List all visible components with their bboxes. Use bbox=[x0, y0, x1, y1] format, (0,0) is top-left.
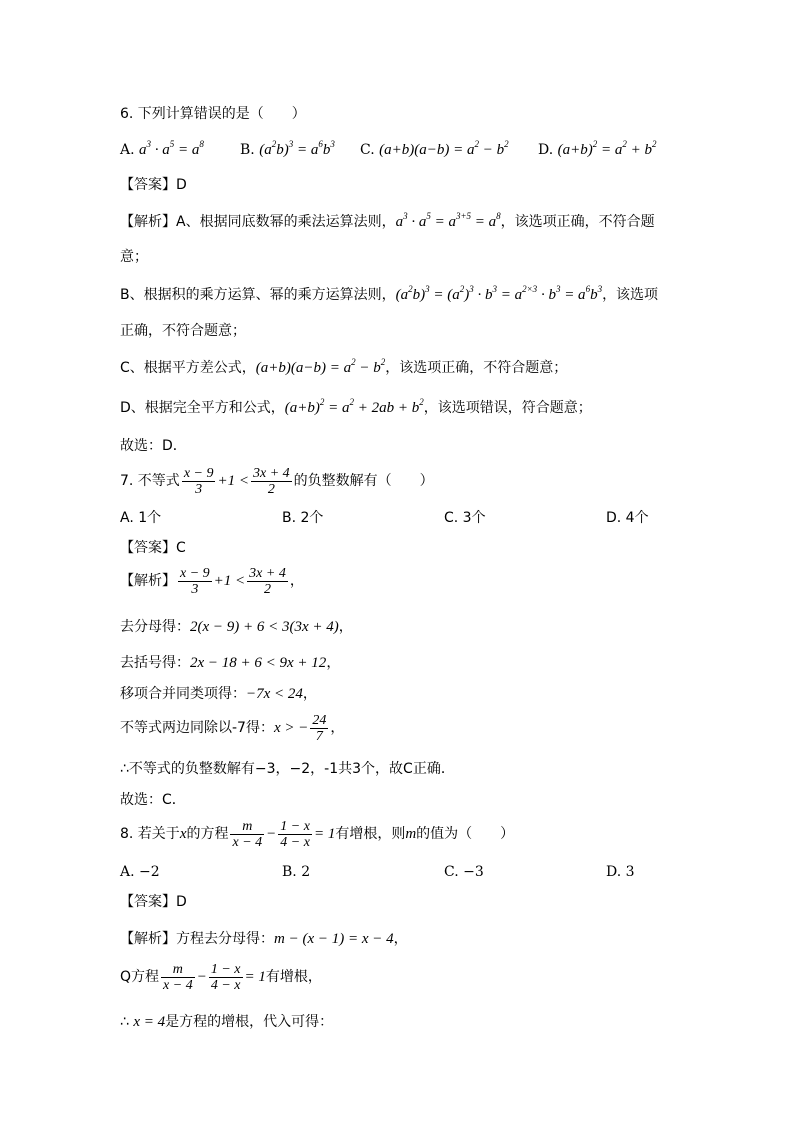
stem-text: 7. 不等式 bbox=[120, 473, 180, 489]
q7-option-b: B. 2个 bbox=[282, 510, 324, 526]
analysis-text: ， bbox=[393, 931, 408, 947]
q7-conclusion: ∴不等式的负整数解有−3，−2，-1共3个，故C正确． bbox=[120, 761, 455, 777]
analysis-text: ，该选项错误，符合题意； bbox=[423, 400, 592, 416]
analysis-text: ，该选项正确，不符合题 bbox=[500, 214, 655, 230]
q7-analysis-head bbox=[120, 564, 304, 598]
fraction: $\frac{3x + 4}{2}$ bbox=[252, 465, 290, 497]
q8-option-b: B. 2 bbox=[282, 864, 311, 880]
analysis-text: ， bbox=[289, 573, 304, 589]
analysis-math: $(a+b)(a-b) = a^2 - b^2$ bbox=[255, 357, 386, 376]
analysis-math: +1 < bbox=[213, 573, 246, 589]
step-text: 移项合并同类项得： bbox=[120, 686, 246, 702]
analysis-math: x = 4 bbox=[133, 1014, 166, 1030]
stem-math: − bbox=[266, 826, 277, 842]
analysis-math: $(a+b)^2 = a^2 + 2ab + b^2$ bbox=[284, 397, 424, 416]
option-label: A. bbox=[120, 142, 135, 158]
q6-stem: 6. 下列计算错误的是（ ） bbox=[120, 106, 306, 122]
q6-analysis-line-4: 正确，不符合题意； bbox=[120, 323, 246, 339]
option-label: B. bbox=[240, 142, 255, 158]
q6-option-a bbox=[120, 140, 204, 160]
fraction: $\frac{x - 9}{3}$ bbox=[180, 565, 210, 597]
stem-math: +1 < bbox=[217, 473, 249, 489]
fraction: $\frac{3x + 4}{2}$ bbox=[249, 565, 286, 597]
q6-analysis-line-5 bbox=[120, 358, 567, 378]
stem-math: x bbox=[179, 826, 187, 842]
stem-math: m bbox=[405, 826, 417, 842]
q6-analysis-line-1 bbox=[120, 212, 655, 232]
step-text: ， bbox=[326, 655, 341, 671]
q8-analysis-line-3 bbox=[120, 1012, 333, 1032]
q7-option-d: D. 4个 bbox=[606, 510, 649, 526]
step-math: 2x − 18 + 6 < 9x + 12 bbox=[190, 655, 327, 671]
q7-option-a: A. 1个 bbox=[120, 510, 162, 526]
q7-option-c: C. 3个 bbox=[444, 510, 486, 526]
q8-option-a: A. −2 bbox=[120, 864, 160, 880]
q7-choose: 故选：C． bbox=[120, 792, 186, 808]
stem-text: 的方程 bbox=[186, 826, 229, 842]
fraction: $\frac{24}{7}$ bbox=[312, 712, 327, 744]
q6-answer: 【答案】D bbox=[120, 177, 187, 193]
q6-option-c bbox=[360, 140, 509, 160]
q8-option-c: C. −3 bbox=[444, 864, 484, 880]
q8-analysis-line-1 bbox=[120, 929, 408, 949]
q7-step-2 bbox=[120, 653, 340, 673]
q7-step-3 bbox=[120, 684, 317, 704]
step-math: −7x < 24 bbox=[246, 686, 303, 702]
step-text: 去分母得： bbox=[120, 619, 190, 635]
option-expr: $(a^2b)^3 = a^6b^3$ bbox=[259, 139, 335, 158]
stem-math: = 1 bbox=[313, 826, 336, 842]
analysis-text: ，该选项 bbox=[602, 287, 659, 303]
option-label: D. bbox=[538, 142, 554, 158]
q8-analysis-line-2 bbox=[120, 960, 322, 994]
option-expr: $a^3 \cdot a^5 = a^8$ bbox=[139, 139, 204, 158]
stem-text: 的值为（ ） bbox=[416, 826, 515, 842]
stem-text: 8. 若关于 bbox=[120, 826, 180, 842]
analysis-text: C、根据平方差公式， bbox=[120, 360, 256, 376]
q7-answer: 【答案】C bbox=[120, 540, 186, 556]
option-expr: $(a+b)^2 = a^2 + b^2$ bbox=[557, 139, 657, 158]
step-text: ， bbox=[338, 619, 353, 635]
analysis-text: D、根据完全平方和公式， bbox=[120, 400, 285, 416]
analysis-math: = 1 bbox=[244, 969, 266, 985]
stem-text: 的负整数解有（ ） bbox=[293, 473, 434, 489]
fraction: $\frac{m}{x - 4}$ bbox=[163, 961, 193, 993]
analysis-text: 有增根， bbox=[265, 969, 322, 985]
analysis-math: $a^3 \cdot a^5 = a^{3+5} = a^8$ bbox=[395, 211, 501, 230]
q6-option-b bbox=[240, 140, 335, 160]
analysis-text: Q方程 bbox=[120, 969, 160, 985]
q6-analysis-line-6 bbox=[120, 398, 592, 418]
q7-divide bbox=[120, 711, 344, 745]
q6-option-d bbox=[538, 140, 657, 160]
analysis-text: 【解析】A、根据同底数幂的乘法运算法则， bbox=[120, 214, 396, 230]
analysis-text: 是方程的增根，代入可得： bbox=[165, 1014, 334, 1030]
step-math: x > − bbox=[273, 720, 309, 736]
step-text: 不等式两边同除以-7得： bbox=[120, 720, 274, 736]
q6-choose: 故选：D． bbox=[120, 438, 187, 454]
analysis-label: 【解析】 bbox=[120, 573, 176, 589]
q8-stem bbox=[120, 817, 514, 851]
q6-analysis-line-2: 意； bbox=[120, 249, 148, 265]
q7-step-1 bbox=[120, 617, 353, 637]
fraction: $\frac{x - 9}{3}$ bbox=[183, 465, 214, 497]
q6-analysis-line-3 bbox=[120, 285, 658, 305]
analysis-math: m − (x − 1) = x − 4 bbox=[274, 931, 394, 947]
analysis-math: $(a^2b)^3 = (a^2)^3 \cdot b^3 = a^{2\times 3} \cdot b^3 = a^6b^3$ bbox=[395, 284, 603, 303]
step-text: ， bbox=[330, 720, 345, 736]
fraction: $\frac{1 - x}{4 - x}$ bbox=[210, 961, 241, 993]
analysis-text: ∴ bbox=[120, 1014, 134, 1030]
fraction: $\frac{1 - x}{4 - x}$ bbox=[280, 818, 310, 850]
step-text: ， bbox=[302, 686, 317, 702]
fraction: $\frac{m}{x - 4}$ bbox=[232, 818, 263, 850]
q8-answer: 【答案】D bbox=[120, 894, 187, 910]
analysis-math: − bbox=[196, 969, 207, 985]
q7-stem bbox=[120, 464, 434, 498]
analysis-text: B、根据积的乘方运算、幂的乘方运算法则， bbox=[120, 287, 396, 303]
step-text: 去括号得： bbox=[120, 655, 190, 671]
option-label: C. bbox=[360, 142, 375, 158]
analysis-text: 【解析】方程去分母得： bbox=[120, 931, 274, 947]
analysis-text: ，该选项正确，不符合题意； bbox=[385, 360, 568, 376]
step-math: 2(x − 9) + 6 < 3(3x + 4) bbox=[190, 619, 339, 635]
option-expr: $(a+b)(a-b) = a^2 - b^2$ bbox=[379, 139, 509, 158]
stem-text: 有增根，则 bbox=[335, 826, 406, 842]
q8-option-d: D. 3 bbox=[606, 864, 635, 880]
